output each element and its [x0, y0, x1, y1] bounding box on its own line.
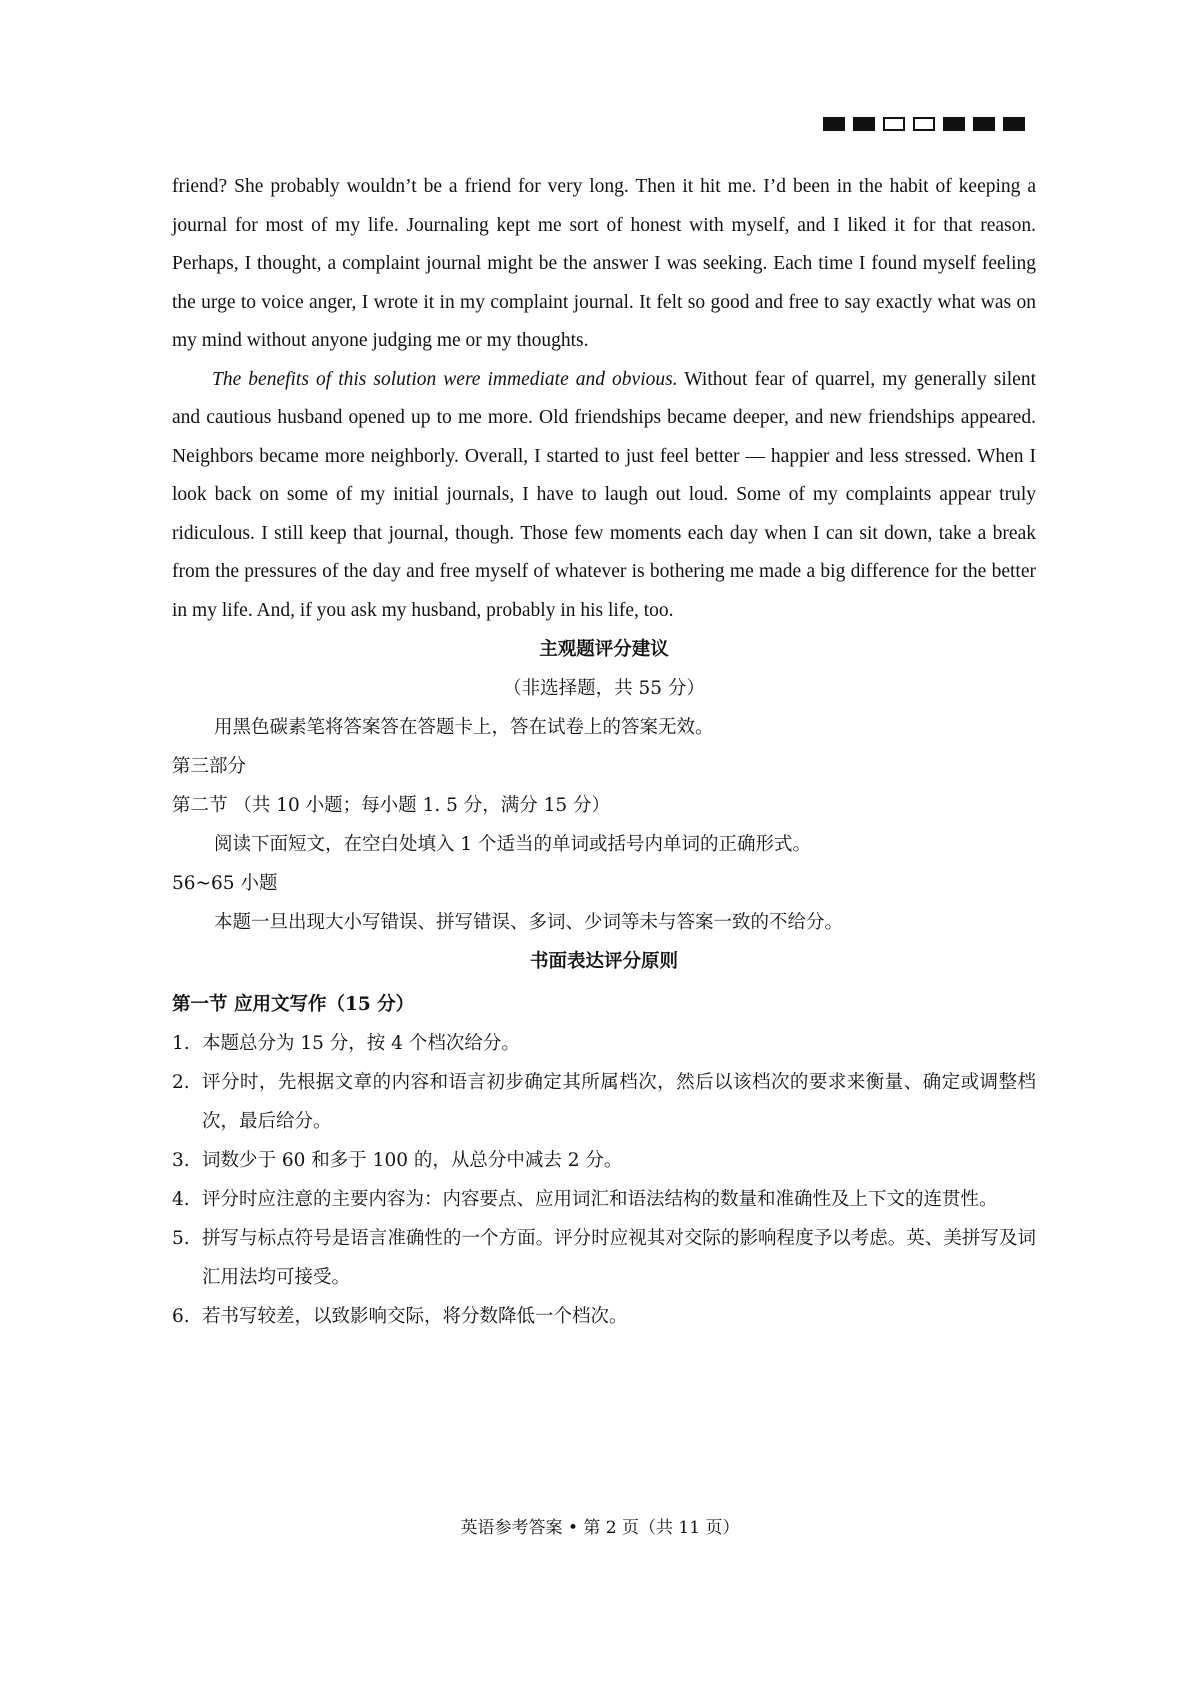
header-mark: [1003, 117, 1025, 131]
header-mark: [823, 117, 845, 131]
criteria-item: [172, 1180, 1036, 1219]
writing-title: 书面表达评分原则: [529, 951, 678, 972]
section-instruction: 阅读下面短文，在空白处填入 1 个适当的单词或括号内单词的正确形式。: [214, 834, 812, 855]
header-mark: [853, 117, 875, 131]
criteria-text: 本题总分为 15 分，按 4 个档次给分。: [202, 1033, 520, 1054]
passage-italic-sentence: The benefits of this solution were immediate and obvious.: [212, 368, 678, 390]
criteria-item: [172, 1219, 1036, 1297]
question-range: 56~65 小题: [172, 873, 278, 894]
criteria-number: 3.: [172, 1150, 190, 1171]
criteria-text: 词数少于 60 和多于 100 的，从总分中减去 2 分。: [202, 1150, 623, 1171]
page-footer: 英语参考答案 • 第 2 页（共 11 页）: [460, 1518, 740, 1538]
criteria-number: 5.: [172, 1228, 190, 1249]
passage-paragraph-2-rest: Without fear of quarrel, my generally silent and cautious husband opened up to me more. Old friendships became deeper, and new friendships appeared. Neighbors became more neighborly. Overall, I started to just feel better — happier and less stressed. When I look back on some of my initial journals, I have to laugh out loud. Some of my complaints appear truly ridiculous. I still keep that journal, though. Those few moments each day when I can sit down, take a break from the pressures of the day and free myself of whatever is bothering me made a big difference for the better in my life. And, if you ask my husband, probably in his life, too.: [172, 368, 1037, 621]
header-mark: [943, 117, 965, 131]
criteria-item: [172, 1297, 1036, 1336]
subjective-subtitle: （非选择题，共 55 分）: [503, 678, 705, 699]
criteria-text: 拼写与标点符号是语言准确性的一个方面。评分时应视其对交际的影响程度予以考虑。英、美拼写及词汇用法均可接受。: [202, 1228, 1036, 1288]
page-content: [172, 168, 1036, 1336]
criteria-text: 评分时应注意的主要内容为：内容要点、应用词汇和语法结构的数量和准确性及上下文的连贯性。: [202, 1189, 998, 1210]
criteria-number: 2.: [172, 1072, 190, 1093]
header-mark: [913, 117, 935, 131]
criteria-item: [172, 1141, 1036, 1180]
passage-paragraph-1: friend? She probably wouldn’t be a friend for very long. Then it hit me. I’d been in the habit of keeping a journal for most of my life. Journaling kept me sort of honest with myself, and I liked it for that reason. Perhaps, I thought, a complaint journal might be the answer I was seeking. Each time I found myself feeling the urge to voice anger, I wrote it in my complaint journal. It felt so good and free to say exactly what was on my mind without anyone judging me or my thoughts.: [172, 176, 1036, 351]
header-mark: [883, 117, 905, 131]
criteria-number: 4.: [172, 1189, 190, 1210]
passage-paragraph-2: [172, 361, 1036, 631]
answer-note: 用黑色碳素笔将答案答在答题卡上，答在试卷上的答案无效。: [214, 717, 714, 738]
criteria-text: 若书写较差，以致影响交际，将分数降低一个档次。: [202, 1306, 628, 1327]
subjective-title: 主观题评分建议: [539, 639, 669, 660]
criteria-item: [172, 1063, 1036, 1141]
part-heading: 第三部分: [172, 756, 247, 777]
header-mark: [973, 117, 995, 131]
section-heading: 第二节 （共 10 小题；每小题 1. 5 分，满分 15 分）: [172, 795, 611, 816]
writing-section-heading: 第一节 应用文写作（15 分）: [172, 994, 415, 1015]
criteria-item: [172, 1024, 1036, 1063]
criteria-number: 1.: [172, 1033, 190, 1054]
criteria-number: 6.: [172, 1306, 190, 1327]
scoring-rule: 本题一旦出现大小写错误、拼写错误、多词、少词等未与答案一致的不给分。: [214, 912, 844, 933]
criteria-text: 评分时，先根据文章的内容和语言初步确定其所属档次，然后以该档次的要求来衡量、确定或调整档次，最后给分。: [202, 1072, 1036, 1132]
header-marks: [823, 117, 1025, 131]
